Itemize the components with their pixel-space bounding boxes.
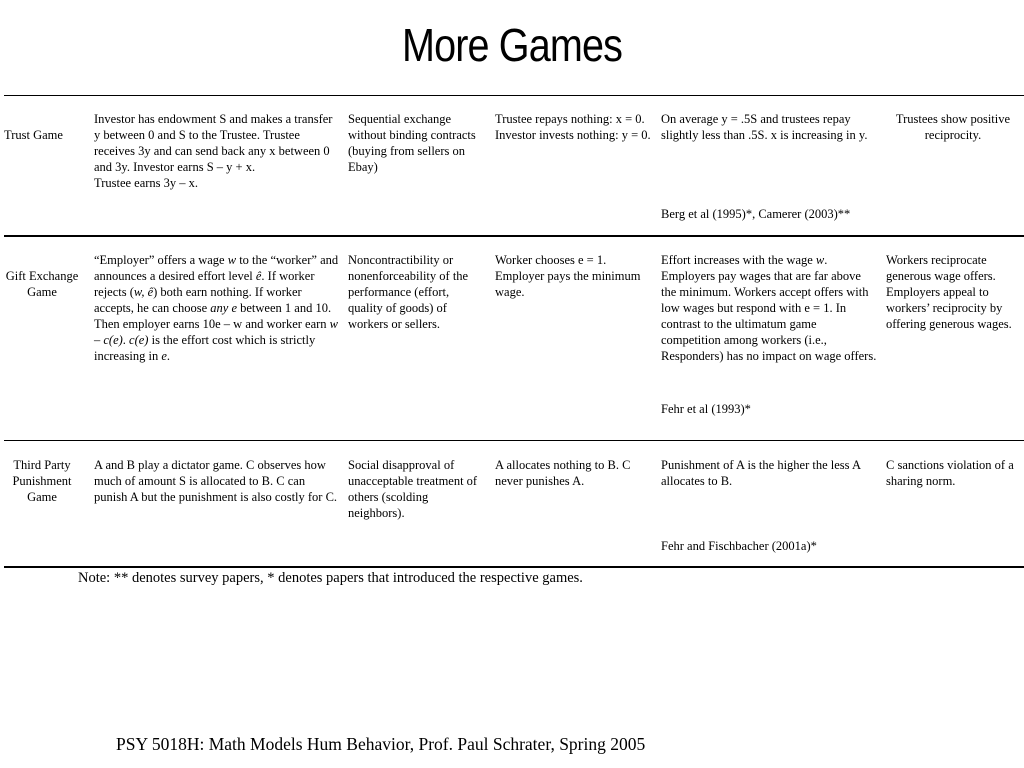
experimental-result-cell: On average y = .5S and trustees repay slightly less than .5S. x is increasing in y. [661, 112, 868, 142]
interpretation-cell: Trustees show positive reciprocity. [895, 112, 1011, 142]
table-note: Note: ** denotes survey papers, * denotes papers that introduced the respective games. [78, 570, 583, 586]
game-description-cell: “Employer” offers a wage w to the “worker” and announces a desired effort level ê. If worker rejects (w, ê) both earn nothing. If worker accepts, he can choose any e between 1 and 10. Then employer earns 10e – w and worker earn w – c(e). c(e) is the effort cost which is strictly increasing in e. [94, 253, 339, 363]
prediction-cell: Worker chooses e = 1. Employer pays the minimum wage. [495, 253, 641, 299]
reference-citation: Fehr et al (1993)* [661, 402, 751, 416]
real-life-example-cell: Sequential exchange without binding contracts (buying from sellers on Ebay) [348, 112, 476, 174]
game-description-cell: A and B play a dictator game. C observes how much of amount S is allocated to B. C can punish A but the punishment is also costly for C. [94, 458, 338, 504]
real-life-example-cell: Social disapproval of unacceptable treatment of others (scolding neighbors). [348, 458, 478, 520]
game-name-cell: Trust Game [4, 128, 63, 142]
row-divider-rule [4, 235, 1024, 237]
game-name-cell: Third Party Punishment Game [12, 458, 72, 504]
prediction-cell: Trustee repays nothing: x = 0. Investor invests nothing: y = 0. [495, 112, 651, 142]
interpretation-cell: Workers reciprocate generous wage offers. Employers appeal to workers’ reciprocity by offering generous wages. [886, 253, 1012, 331]
experimental-result-cell: Effort increases with the wage w. Employers pay wages that are far above the minimum. Workers accept offers with low wages but respond with e = 1. In contrast to the ultimatum game competition among workers (i.e., Responders) has no impact on wage offers. [661, 253, 877, 363]
table-top-rule [4, 95, 1024, 96]
interpretation-cell: C sanctions violation of a sharing norm. [886, 458, 1014, 488]
game-name-cell: Gift Exchange Game [5, 269, 79, 299]
game-description-cell: Investor has endowment S and makes a transfer y between 0 and S to the Trustee. Trustee receives 3y and can send back any x between 0 and 3y. Investor earns S – y + x. Trustee earns 3y – x. [94, 112, 333, 190]
slide-title: More Games [401, 19, 623, 71]
experimental-result-cell: Punishment of A is the higher the less A allocates to B. [661, 458, 861, 488]
real-life-example-cell: Noncontractibility or nonenforceability of the performance (effort, quality of goods) of workers or sellers. [348, 253, 469, 331]
row-divider-rule [4, 440, 1024, 441]
table-bottom-rule [4, 566, 1024, 568]
slide-footer: PSY 5018H: Math Models Hum Behavior, Prof. Paul Schrater, Spring 2005 [116, 734, 646, 754]
prediction-cell: A allocates nothing to B. C never punishes A. [495, 458, 631, 488]
reference-citation: Fehr and Fischbacher (2001a)* [661, 539, 817, 553]
reference-citation: Berg et al (1995)*, Camerer (2003)** [661, 207, 851, 221]
